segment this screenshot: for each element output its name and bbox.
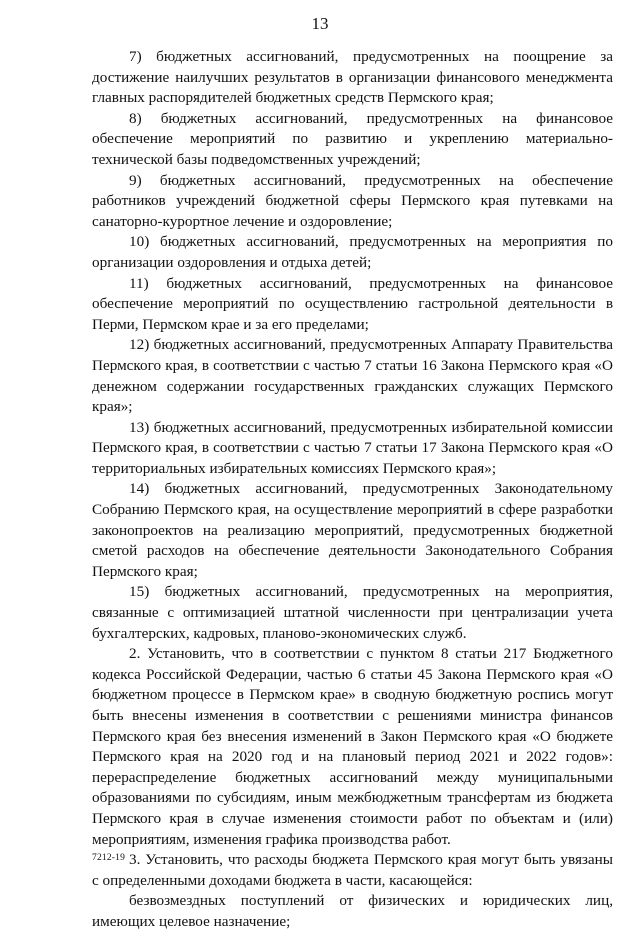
paragraph-section-3-item: безвозмездных поступлений от физических и юридических лиц, имеющих целевое назначение; [92, 892, 613, 930]
paragraph-item-12: 12) бюджетных ассигнований, предусмотренных Аппарату Правительства Пермского края, в соответствии с частью 7 статьи 16 Закона Пермского края «О денежном содержании государственных гражданских служащих Пермского края»; [92, 336, 613, 416]
document-code: 7212-19 [92, 853, 126, 863]
page-number: 13 [311, 14, 329, 33]
paragraph-item-13: 13) бюджетных ассигнований, предусмотренных избирательной комиссии Пермского края, в соответствии с частью 7 статьи 17 Закона Пермского края «О территориальных избирательных комиссиях Пермского края»; [92, 418, 613, 477]
document-body [92, 47, 613, 933]
paragraph-section-2: 2. Установить, что в соответствии с пунктом 8 статьи 217 Бюджетного кодекса Российской Федерации, частью 6 статьи 45 Закона Пермского края «О бюджетном процессе в Пермском крае» в сводную бюджетную роспись могут быть внесены изменения в соответствии с решениями министра финансов Пермского края без внесения изменений в Закон Пермского края «О бюджете Пермского края на 2020 год и на плановый период 2021 и 2022 годов»: перераспределение бюджетных ассигнований между муниципальными образованиями по субсидиям, иным межбюджетным трансфертам из бюджета Пермского края в случае изменения стоимости работ по объектам и (или) мероприятиям, изменения графика производства работ. [92, 645, 613, 848]
paragraph-item-15: 15) бюджетных ассигнований, предусмотренных на мероприятия, связанные с оптимизацией штатной численности при централизации учета бухгалтерских, кадровых, планово-экономических служб. [92, 583, 613, 642]
paragraph-item-11: 11) бюджетных ассигнований, предусмотренных на финансовое обеспечение мероприятий по осуществлению гастрольной деятельности в Перми, Пермском крае и за его пределами; [92, 274, 613, 333]
paragraph-item-7: 7) бюджетных ассигнований, предусмотренных на поощрение за достижение наилучших результатов в организации финансового менеджмента главных распорядителей бюджетных средств Пермского края; [92, 48, 613, 107]
paragraph-item-9: 9) бюджетных ассигнований, предусмотренных на обеспечение работников учреждений бюджетной сферы Пермского края путевками на санаторно-курортное лечение и оздоровление; [92, 171, 613, 230]
paragraph-item-10: 10) бюджетных ассигнований, предусмотренных на мероприятия по организации оздоровления и отдыха детей; [92, 233, 613, 271]
paragraph-section-3: 3. Установить, что расходы бюджета Пермского края могут быть увязаны с определенными доходами бюджета в части, касающейся: [92, 851, 613, 889]
paragraph-item-8: 8) бюджетных ассигнований, предусмотренных на финансовое обеспечение мероприятий по развитию и укреплению материально-технической базы подведомственных учреждений; [92, 109, 613, 168]
paragraph-item-14: 14) бюджетных ассигнований, предусмотренных Законодательному Собранию Пермского края, на осуществление мероприятий в сфере разработки законопроектов на реализацию мероприятий, предусмотренных бюджетной сметой расходов на обеспечение деятельности Законодательного Собрания Пермского края; [92, 480, 613, 580]
